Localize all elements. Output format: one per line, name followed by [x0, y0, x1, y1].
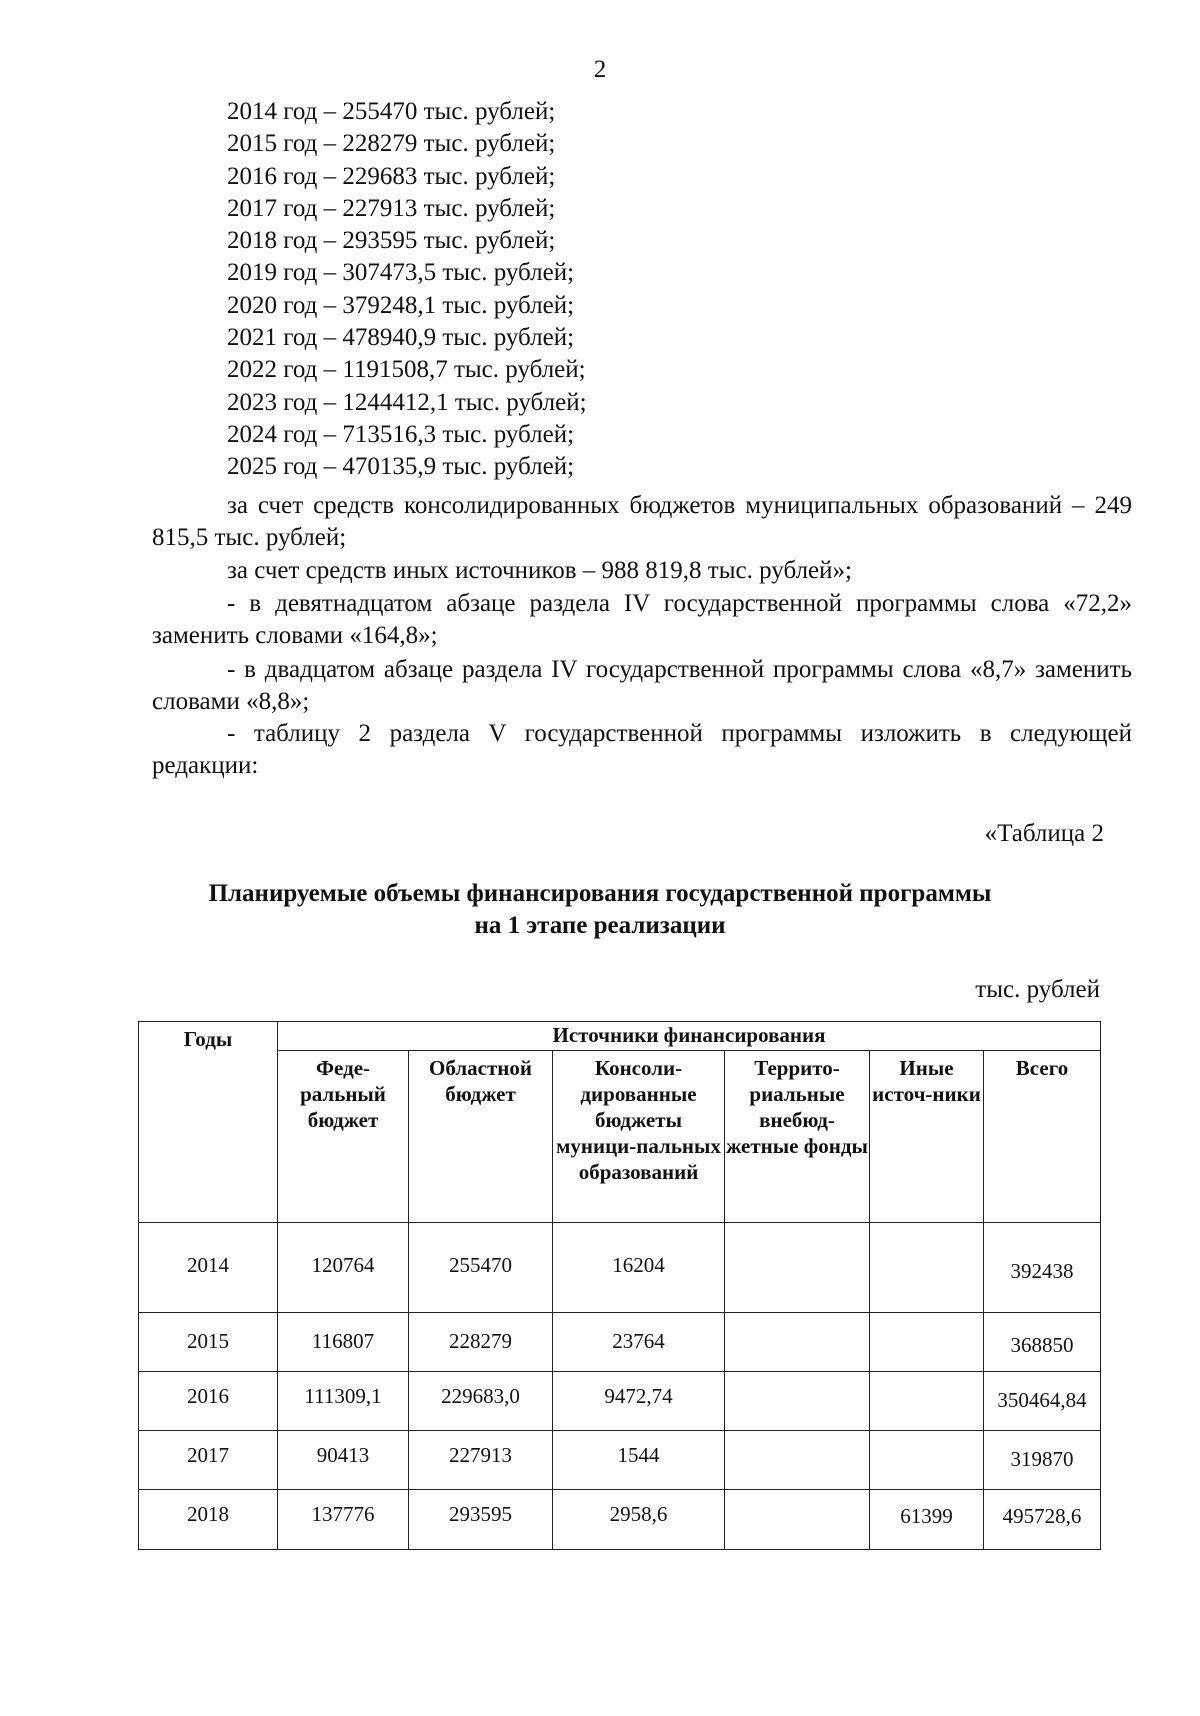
table-row	[139, 1490, 1101, 1550]
cell-total: 319870	[984, 1431, 1101, 1490]
table-label: «Таблица 2	[984, 820, 1104, 847]
cell-year: 2014	[139, 1223, 278, 1313]
cell-municipal: 9472,74	[553, 1372, 725, 1431]
header-sources-group: Источники финансирования	[278, 1022, 1101, 1051]
cell-territorial	[725, 1431, 870, 1490]
cell-municipal: 2958,6	[553, 1490, 725, 1550]
cell-territorial	[725, 1372, 870, 1431]
consolidated-budget-paragraph: за счет средств консолидированных бюджетов муниципальных образований – 249 815,5 тыс. рублей;	[152, 492, 1132, 551]
table-row	[139, 1223, 1101, 1313]
year-line: 2017 год – 227913 тыс. рублей;	[227, 194, 556, 222]
amendment-nineteenth-paragraph: - в девятнадцатом абзаце раздела IV государственной программы слова «72,2» заменить словами «164,8»;	[152, 590, 1132, 649]
page-number: 2	[593, 56, 607, 83]
cell-regional: 293595	[409, 1490, 553, 1550]
cell-other	[870, 1372, 984, 1431]
cell-territorial	[725, 1490, 870, 1550]
cell-territorial	[725, 1313, 870, 1372]
year-line: 2024 год – 713516,3 тыс. рублей;	[227, 420, 575, 448]
cell-regional: 228279	[409, 1313, 553, 1372]
amendment-table-paragraph: - таблицу 2 раздела V государственной программы изложить в следующей редакции:	[152, 720, 1132, 779]
amendment-twentieth-paragraph: - в двадцатом абзаце раздела IV государственной программы слова «8,7» заменить словами «8,8»;	[152, 656, 1132, 715]
cell-total: 495728,6	[984, 1490, 1101, 1550]
cell-territorial	[725, 1223, 870, 1313]
table-row	[139, 1431, 1101, 1490]
funding-by-year-list	[227, 96, 587, 484]
cell-year: 2015	[139, 1313, 278, 1372]
year-line: 2021 год – 478940,9 тыс. рублей;	[227, 324, 575, 352]
year-line: 2018 год – 293595 тыс. рублей;	[227, 227, 556, 255]
funding-table	[138, 1021, 1101, 1550]
cell-year: 2017	[139, 1431, 278, 1490]
units-label: тыс. рублей	[975, 976, 1100, 1003]
table-row	[139, 1313, 1101, 1372]
header-regional: Областной бюджет	[409, 1051, 553, 1223]
cell-year: 2016	[139, 1372, 278, 1431]
header-territorial: Террито-риальные внебюд-жетные фонды	[725, 1051, 870, 1223]
year-line: 2023 год – 1244412,1 тыс. рублей;	[227, 388, 587, 416]
year-line: 2016 год – 229683 тыс. рублей;	[227, 162, 556, 190]
cell-other	[870, 1223, 984, 1313]
table-title	[0, 878, 1200, 942]
cell-municipal: 23764	[553, 1313, 725, 1372]
cell-federal: 120764	[278, 1223, 409, 1313]
table-title-line: на 1 этапе реализации	[474, 912, 726, 939]
other-sources-paragraph: за счет средств иных источников – 988 819,8 тыс. рублей»;	[227, 557, 852, 584]
cell-other	[870, 1431, 984, 1490]
header-municipal: Консоли-дированные бюджеты муници-пальных образований	[553, 1051, 725, 1223]
cell-federal: 137776	[278, 1490, 409, 1550]
year-line: 2020 год – 379248,1 тыс. рублей;	[227, 291, 575, 319]
year-line: 2015 год – 228279 тыс. рублей;	[227, 130, 556, 158]
header-total: Всего	[984, 1051, 1101, 1223]
cell-municipal: 1544	[553, 1431, 725, 1490]
header-other: Иные источ-ники	[870, 1051, 984, 1223]
cell-federal: 90413	[278, 1431, 409, 1490]
cell-year: 2018	[139, 1490, 278, 1550]
cell-federal: 116807	[278, 1313, 409, 1372]
cell-total: 368850	[984, 1313, 1101, 1372]
year-line: 2022 год – 1191508,7 тыс. рублей;	[227, 356, 586, 384]
cell-federal: 111309,1	[278, 1372, 409, 1431]
table-row	[139, 1372, 1101, 1431]
cell-municipal: 16204	[553, 1223, 725, 1313]
cell-other	[870, 1313, 984, 1372]
cell-regional: 255470	[409, 1223, 553, 1313]
header-years: Годы	[139, 1022, 278, 1223]
cell-total: 350464,84	[984, 1372, 1101, 1431]
year-line: 2014 год – 255470 тыс. рублей;	[227, 98, 556, 125]
year-line: 2019 год – 307473,5 тыс. рублей;	[227, 259, 575, 287]
year-line: 2025 год – 470135,9 тыс. рублей;	[227, 453, 575, 481]
cell-other: 61399	[870, 1490, 984, 1550]
cell-regional: 229683,0	[409, 1372, 553, 1431]
table-title-line: Планируемые объемы финансирования государственной программы	[208, 880, 992, 907]
cell-total: 392438	[984, 1223, 1101, 1313]
header-federal: Феде-ральный бюджет	[278, 1051, 409, 1223]
cell-regional: 227913	[409, 1431, 553, 1490]
